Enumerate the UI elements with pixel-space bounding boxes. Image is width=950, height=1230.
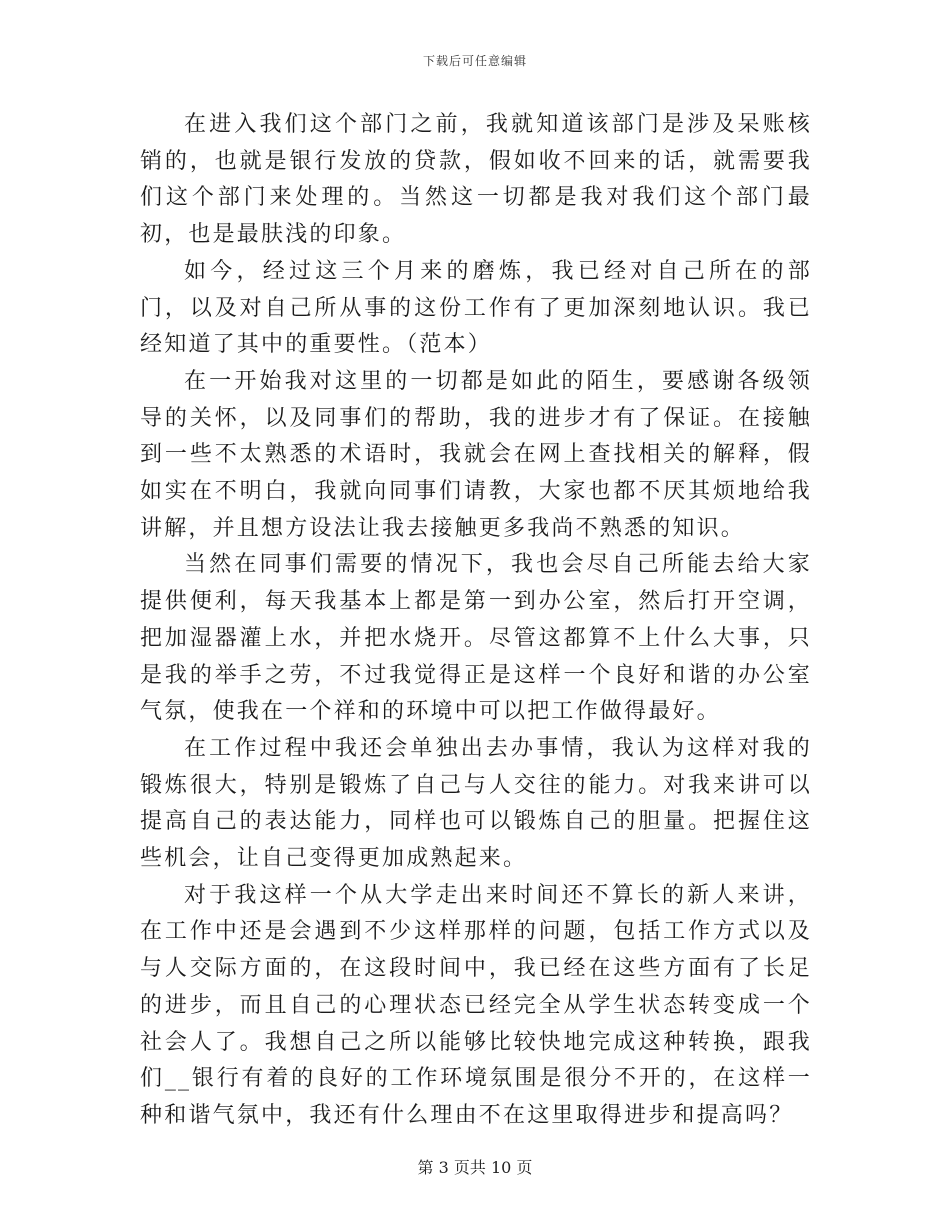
- paragraph-1: 在进入我们这个部门之前，我就知道该部门是涉及呆账核销的，也就是银行发放的贷款，假如收不回来的话，就需要我们这个部门来处理的。当然这一切都是我对我们这个部门最初，也是最肤浅的印象。: [140, 112, 812, 248]
- paragraph-5: 在工作过程中我还会单独出去办事情，我认为这样对我的锻炼很大，特别是锻炼了自己与人交往的能力。对我来讲可以提高自己的表达能力，同样也可以锻炼自己的胆量。把握住这些机会，让自己变得更加成熟起来。: [140, 735, 812, 872]
- document-body: [140, 107, 812, 1135]
- paragraph-2: 如今，经过这三个月来的磨炼，我已经对自己所在的部门，以及对自己所从事的这份工作有了更加深刻地认识。我已经知道了其中的重要性。（范本）: [140, 258, 812, 358]
- paragraph-6: 对于我这样一个从大学走出来时间还不算长的新人来讲，在工作中还是会遇到不少这样那样的问题，包括工作方式以及与人交际方面的，在这段时间中，我已经在这些方面有了长足的进步，而且自己的心理状态已经完全从学生状态转变成一个社会人了。我想自己之所以能够比较快地完成这种转换，跟我们__银行有着的良好的工作环境氛围是很分不开的，在这样一种和谐气氛中，我还有什么理由不在这里取得进步和提高吗？: [140, 882, 812, 1128]
- paragraph-4: 当然在同事们需要的情况下，我也会尽自己所能去给大家提供便利，每天我基本上都是第一到办公室，然后打开空调，把加湿器灌上水，并把水烧开。尽管这都算不上什么大事，只是我的举手之劳，不过我觉得正是这样一个良好和谐的办公室气氛，使我在一个祥和的环境中可以把工作做得最好。: [140, 552, 812, 725]
- page-header: 下载后可任意编辑: [422, 54, 527, 68]
- paragraph-3: 在一开始我对这里的一切都是如此的陌生，要感谢各级领导的关怀，以及同事们的帮助，我的进步才有了保证。在接触到一些不太熟悉的术语时，我就会在网上查找相关的解释，假如实在不明白，我就向同事们请教，大家也都不厌其烦地给我讲解，并且想方设法让我去接触更多我尚不熟悉的知识。: [140, 368, 812, 541]
- page-footer: 第 3 页共 10 页: [417, 1158, 533, 1177]
